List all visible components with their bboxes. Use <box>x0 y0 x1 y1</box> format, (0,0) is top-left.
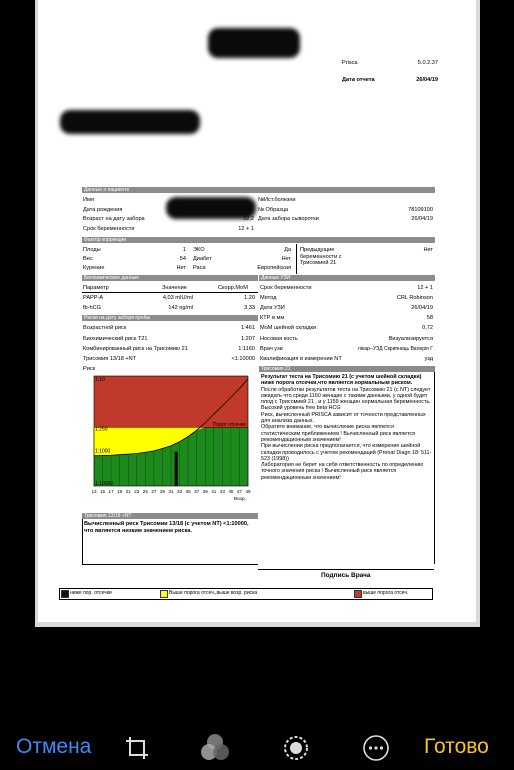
t21-paragraph: Высокий уровень free beta HCG <box>261 405 341 412</box>
x-tick-label: 31 <box>168 489 174 494</box>
legend-swatch-below <box>61 590 69 598</box>
us-ktr-value: 58 <box>426 315 433 321</box>
us-qualification-label: Квалификация в измерении NT <box>260 356 342 362</box>
report-page <box>38 0 476 622</box>
legend-above-label: выше порога отсеч. <box>363 590 409 596</box>
us-method-value: CRL Robinson <box>396 295 433 301</box>
eco-label: ЭКО <box>193 247 205 253</box>
risk-label: Трисомия 13/18 +NT <box>83 356 137 362</box>
x-tick-label: 47 <box>236 489 243 494</box>
us-nasal-label: Носовая кость <box>260 336 298 342</box>
x-tick-label: 33 <box>176 489 183 494</box>
biochem-col-divider <box>82 292 258 293</box>
legend-swatch-above-age <box>160 590 168 598</box>
history-label: №Ист.болезни <box>258 197 296 203</box>
x-tick-label: 15 <box>99 489 106 494</box>
redacted-address <box>60 110 200 134</box>
signature-label: Подпись Врача <box>321 572 371 579</box>
prisca-label: Prisca <box>342 60 358 66</box>
biochem-col-value: Значение <box>162 285 187 291</box>
diabetes-value: Нет <box>281 256 291 262</box>
t21-section-header: Трисомия 21 <box>259 366 435 372</box>
risks-section-header: Риски на дату забора пробы <box>82 315 258 321</box>
t1318-section-header: Трисомия 13/18 +NT <box>82 513 258 519</box>
y-tick-label: 1:10 <box>95 377 105 383</box>
adjust-dial-icon[interactable] <box>280 732 312 764</box>
us-date-label: Дата УЗИ <box>260 305 285 311</box>
legend-swatch-above <box>354 590 362 598</box>
weight-value: 54 <box>179 256 186 262</box>
age-label: Возраст на дату забора <box>83 216 145 222</box>
fetuses-label: Плоды <box>83 247 101 253</box>
t21-text-block <box>261 374 433 481</box>
us-ga-label: Срок беременности <box>260 285 312 291</box>
chart-section-title: Риск <box>83 366 96 372</box>
risk-label: Биохимический риск T21 <box>83 336 148 342</box>
x-tick-label: 41 <box>211 489 217 494</box>
t1318-left-border <box>82 519 83 564</box>
filters-icon[interactable] <box>198 731 232 765</box>
x-tick-label: 45 <box>228 489 234 494</box>
us-ga-value: 12 + 1 <box>417 285 433 291</box>
risk-label: Возрастной риск <box>83 325 127 331</box>
biochem-row-mom: 3,33 <box>244 305 255 311</box>
x-tick-label: 25 <box>142 489 148 494</box>
biochem-col-mom: Скорр.МоМ <box>218 285 248 291</box>
smoking-value: Нет <box>176 265 186 271</box>
y-tick-label: 1:1000 <box>95 448 111 455</box>
x-tick-label: 35 <box>185 489 191 494</box>
legend-below-label: ниже пор. отсечки <box>70 590 112 596</box>
weight-label: Вес <box>83 256 93 262</box>
patient-risk-bar <box>175 452 178 486</box>
us-qualification-value: узд <box>424 356 433 362</box>
risk-label: Комбинированный риск на Трисомию 21 <box>83 346 188 352</box>
t21-right-border <box>434 372 435 564</box>
us-doctor-value: лікар--УЗД Скрипниць Валерія Г <box>357 346 433 352</box>
eco-value: Да <box>284 247 291 253</box>
biochem-row-param: PAPP-A <box>83 295 104 301</box>
risk-value: <1:10000 <box>231 356 255 362</box>
y-tick-label: 1:250 <box>95 426 108 433</box>
us-method-label: Метод <box>260 295 277 301</box>
risk-value: 1:1160 <box>238 346 255 352</box>
serum-date-label: Дата забора сыворотки <box>258 216 319 222</box>
report-date: 26/04/19 <box>416 77 438 83</box>
t21-paragraph: Лаборатория не берет на себя ответственность по определению точного значения риска ! Вычисленный риск является рекомендационным значением! <box>261 462 424 481</box>
biochem-row-param: fb-hCG <box>83 305 102 311</box>
x-tick-label: 49 <box>245 489 251 494</box>
t1318-text: Вычисленный риск Трисомии 13/18 (с учетом NT) <1:10000, что является низким значением риска. <box>84 521 249 534</box>
biochem-col-param: Параметр <box>83 285 109 291</box>
us-doctor-label: Врач узи <box>260 346 283 352</box>
edit-toolbar <box>0 715 514 770</box>
y-tick-label: 1:10000 <box>95 481 114 487</box>
fetuses-value: 1 <box>182 247 186 253</box>
t21-paragraph: Риск, вычисленный PRISCA зависит от точности представленных для анализа данных. <box>261 411 426 425</box>
ga-value: 12 + 1 <box>238 226 254 232</box>
sample-label: № Образца <box>258 207 289 213</box>
biochem-row-mom: 1,20 <box>244 295 255 301</box>
name-label: Имя <box>83 197 94 203</box>
t21-paragraph: При вычислении риска предполагается, что измерение шейной складки проводилось с учетом рекомендаций (Prenat Diagn 18: 511-523 (1998)) <box>261 443 432 462</box>
above-threshold-area <box>94 376 248 427</box>
x-tick-label: 37 <box>194 489 200 494</box>
us-section-header: Данные УЗИ <box>259 275 435 281</box>
t1318-bottom-border <box>82 564 258 565</box>
t21-paragraph: После обработки результатов теста на Трисомию 21 (с NT) следует ожидать что среди 1160 женщин с такими данными, у одной будет плод с Трисомией 21 , и у 1159 женщин нормальная беременность. <box>261 386 431 406</box>
risk-value: 1:207 <box>241 336 255 342</box>
correction-section-header: Фактор коррекции <box>82 237 435 243</box>
prisca-version: 5.0.2.37 <box>417 60 438 66</box>
us-nasal-value: Визуализируется <box>388 336 433 342</box>
threshold-label: Порог отсечки <box>213 421 246 428</box>
x-tick-label: 21 <box>125 489 131 494</box>
smoking-label: Курение <box>83 265 105 271</box>
biochem-section-header: Биохимические данные <box>82 275 258 281</box>
report-date-label: Дата отчета <box>342 77 375 83</box>
us-ktr-label: КТР в мм <box>260 315 285 321</box>
prev-preg-label: Предыдущие беременности с Трисомией 21 <box>300 247 342 267</box>
age-value: 32,2 <box>243 216 254 222</box>
x-tick-label: 19 <box>117 489 123 494</box>
crop-rotate-icon[interactable] <box>122 733 152 763</box>
x-axis-label: Возр. <box>233 497 246 502</box>
cancel-button[interactable]: Отмена <box>16 735 92 758</box>
dob-label: Дата рождения <box>83 207 123 213</box>
biochem-row-value: 4,03 mIU/ml <box>162 295 193 301</box>
redacted-lab-header <box>208 28 300 58</box>
more-options-icon[interactable] <box>361 733 391 763</box>
biochem-row-value: 142 ng/ml <box>168 305 193 311</box>
patient-section-header: Данные о пациенте <box>82 187 435 193</box>
done-button[interactable]: Готово <box>424 735 489 758</box>
x-tick-label: 23 <box>134 489 140 494</box>
diabetes-label: Диабет <box>193 256 212 262</box>
race-label: Раса <box>193 265 206 271</box>
x-tick-label: 29 <box>159 489 166 494</box>
x-tick-label: 27 <box>151 489 157 494</box>
prev-preg-value: Нет <box>423 247 433 253</box>
serum-date-value: 26/04/19 <box>411 216 433 222</box>
us-date-value: 26/04/19 <box>411 305 433 311</box>
us-mom-label: MoM шейной складки <box>260 325 317 331</box>
risk-chart <box>82 372 258 512</box>
race-value: Европейская <box>257 265 291 271</box>
us-mom-value: 0,72 <box>422 325 433 331</box>
x-tick-label: 43 <box>219 489 225 494</box>
x-tick-label: 17 <box>108 489 114 494</box>
correction-divider <box>296 244 297 274</box>
x-tick-label: 13 <box>91 489 97 494</box>
signature-line <box>258 569 434 570</box>
ga-label: Срок беременности <box>83 226 135 232</box>
t21-headline: Результат теста на Трисомию 21 (с учетом шейной складки) ниже порогa отсечки,что является нормальным риском. <box>261 374 422 387</box>
sample-value: 78109100 <box>408 207 433 213</box>
risk-value: 1:461 <box>241 325 255 331</box>
x-tick-label: 39 <box>202 489 208 494</box>
t21-paragraph: Обратите внимание, что вычисление риска является статистическим приближением ! Вычисленный риск является рекомендационным значением! <box>261 424 416 443</box>
legend-above-age-label: Выше порога отсеч.,выше возр. риска <box>169 590 258 596</box>
